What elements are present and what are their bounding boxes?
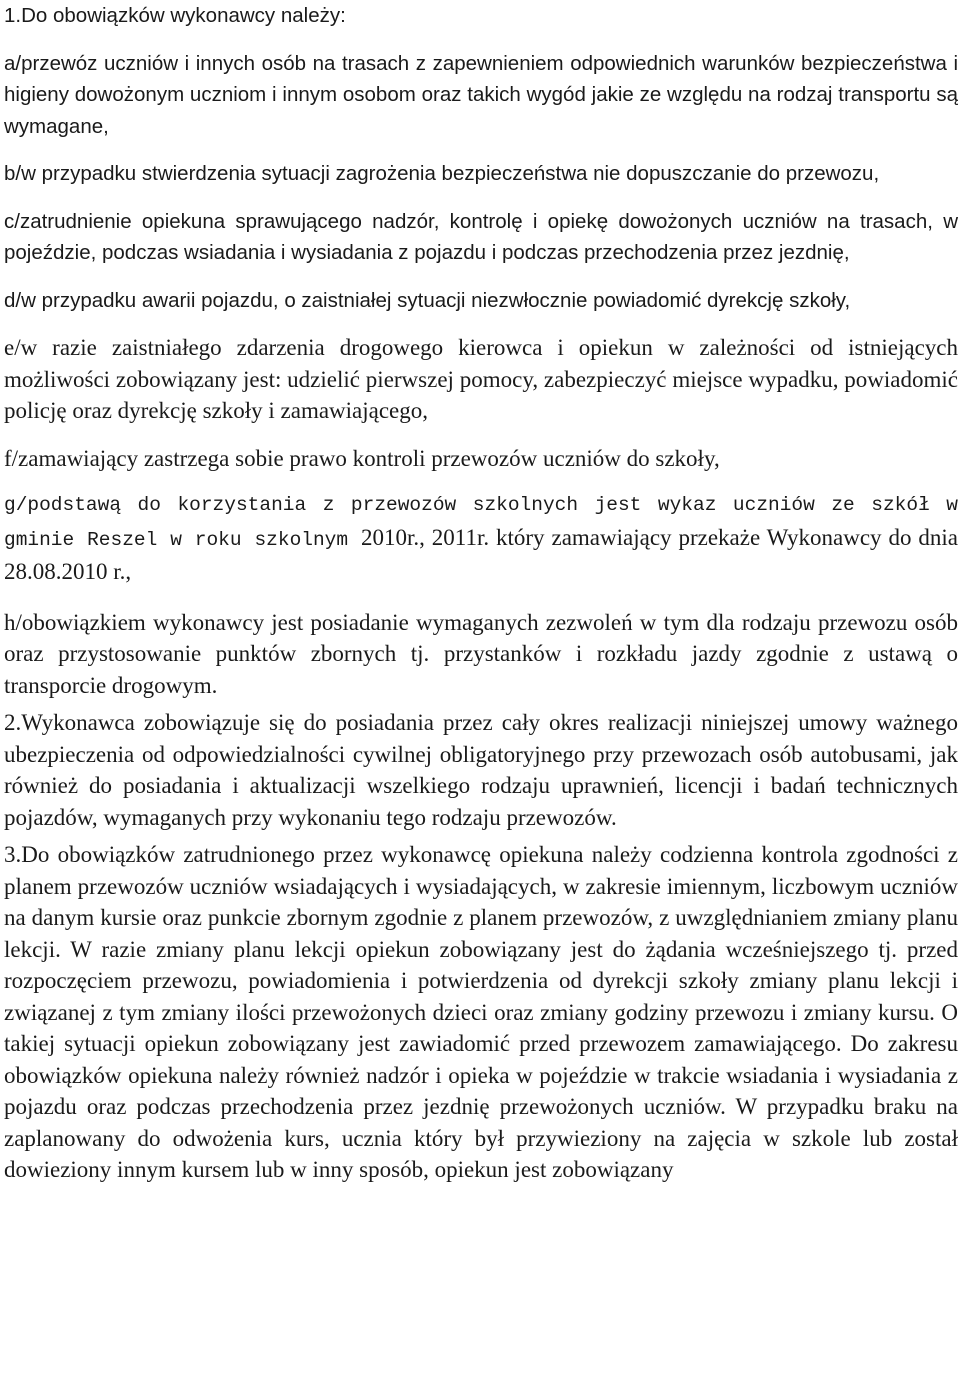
item-g-part1: g/podstawą do korzystania z przewozów szkolnych jest wykaz uczniów ze szkół w gminie Reszel w roku szkolnym	[4, 494, 958, 551]
item-b: b/w przypadku stwierdzenia sytuacji zagrożenia bezpieczeństwa nie dopuszczanie do przewozu,	[4, 162, 880, 185]
item-h: h/obowiązkiem wykonawcy jest posiadanie wymaganych zezwoleń w tym dla rodzaju przewozu osób oraz przystosowanie punktów zbornych tj. przystanków i rozkładu jazdy zgodnie z ustawą o transporcie drogowym.	[4, 609, 958, 698]
item-a: a/przewóz uczniów i innych osób na trasach z zapewnieniem odpowiednich warunków bezpieczeństwa i higieny dowożonym uczniom i innym osobom oraz takich wygód jakie ze względu na rodzaj transportu są wymagane,	[4, 51, 958, 138]
heading: 1.Do obowiązków wykonawcy należy:	[4, 4, 346, 27]
item-g-part2: 2010r., 2011r. który zamawiający przekaże Wykonawcy do dnia 28.08.2010 r.,	[4, 524, 958, 584]
item-e: e/w razie zaistniałego zdarzenia drogowego kierowca i opiekun w zależności od istniejących możliwości zobowiązany jest: udzielić pierwszej pomocy, zabezpieczyć miejsce wypadku, powiadomić policję oraz dyrekcję szkoły i zamawiającego,	[4, 335, 958, 423]
section-2: 2.Wykonawca zobowiązuje się do posiadania przez cały okres realizacji niniejszej umowy ważnego ubezpieczenia od odpowiedzialności cywilnej obligatoryjnego przy przewozach osób autobusami, jak również do posiadania i aktualizacji wszelkiego rodzaju uprawnień, licencji i badań technicznych pojazdów, wymaganych przy wykonaniu tego rodzaju przewozów.	[4, 710, 958, 830]
item-c: c/zatrudnienie opiekuna sprawującego nadzór, kontrolę i opiekę dowożonych uczniów na trasach, w pojeździe, podczas wsiadania i wysiadania z pojazdu i podczas przechodzenia przez jezdnię,	[4, 209, 958, 264]
item-f: f/zamawiający zastrzega sobie prawo kontroli przewozów uczniów do szkoły,	[4, 445, 720, 471]
item-d: d/w przypadku awarii pojazdu, o zaistniałej sytuacji niezwłocznie powiadomić dyrekcję szkoły,	[4, 288, 851, 312]
section-3: 3.Do obowiązków zatrudnionego przez wykonawcę opiekuna należy codzienna kontrola zgodności z planem przewozów uczniów wsiadających i wysiadających, w zakresie imiennym, liczbowym uczniów na danym kursie oraz punkcie zbornym zgodnie z planem przewozów, z uwzględnianiem zmiany planu lekcji. W razie zmiany planu lekcji opiekun zobowiązany jest do żądania wcześniejszego tj. przed rozpoczęciem przewozu, powiadomienia i potwierdzenia od dyrekcji szkoły zmiany planu lekcji i związanej z tym zmiany ilości przewożonych dzieci oraz zmiany godziny przewozu i zmiany kursu. O takiej sytuacji opiekun zobowiązany jest zawiadomić przed przewozem zamawiającego. Do zakresu obowiązków opiekuna należy również nadzór i opieka w pojeździe w trakcie wsiadania i wysiadania z pojazdu oraz podczas przechodzenia przez jezdnię przewożonych uczniów. W przypadku braku na zaplanowany do odwożenia kurs, ucznia który był przywieziony na zajęcia w szkole lub został dowieziony innym kursem lub w inny sposób, opiekun jest zobowiązany	[4, 842, 958, 1182]
item-g	[4, 490, 958, 591]
